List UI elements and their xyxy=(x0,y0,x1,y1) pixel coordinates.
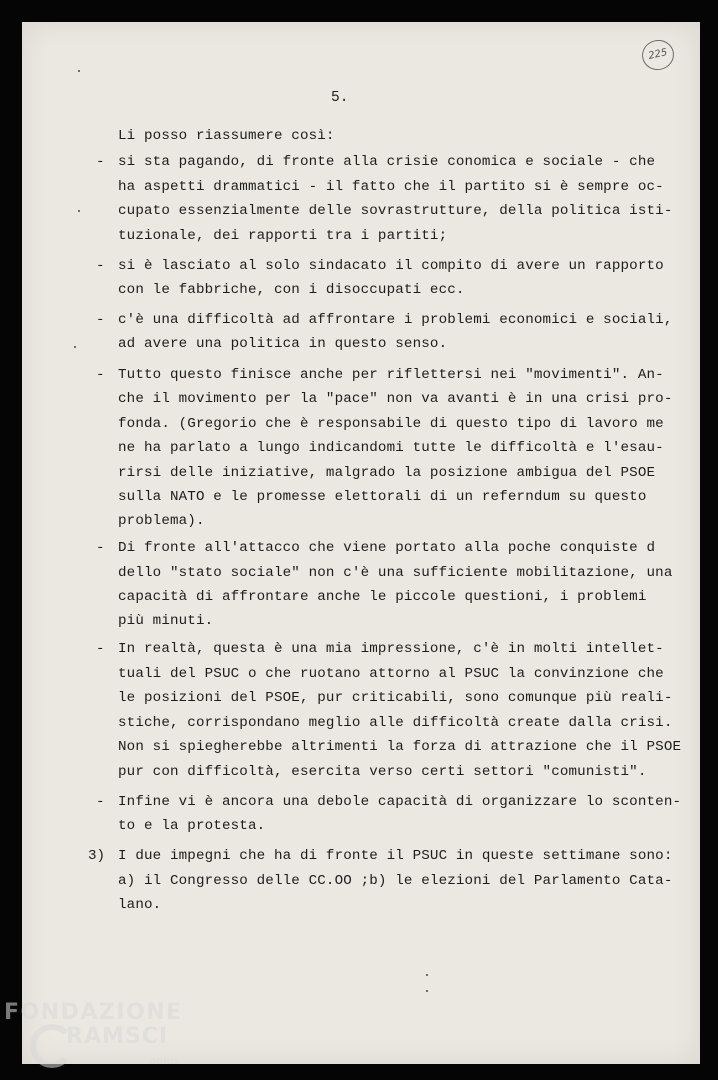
bullet-marker: - xyxy=(96,794,105,810)
watermark-logo xyxy=(4,1000,204,1080)
text-line: pur con difficoltà, esercita verso certi settori "comunisti". xyxy=(118,764,647,780)
text-line: ha aspetti drammatici - il fatto che il partito si è sempre oc- xyxy=(118,179,664,195)
paper-speck xyxy=(78,70,80,72)
text-line: le posizioni del PSOE, pur criticabili, sono comunque più reali- xyxy=(118,690,673,706)
watermark-line2: RAMSCI xyxy=(66,1024,169,1049)
text-line: Tutto questo finisce anche per riflettersi nei "movimenti". An- xyxy=(118,367,664,383)
text-line: che il movimento per la "pace" non va avanti è in una crisi pro- xyxy=(118,391,673,407)
bullet-marker: - xyxy=(96,641,105,657)
section-marker: 3) xyxy=(88,848,106,864)
text-line: Di fronte all'attacco che viene portato alla poche conquiste d xyxy=(118,540,656,556)
bullet-marker: - xyxy=(96,154,105,170)
paper-speck xyxy=(78,210,80,212)
text-line: problema). xyxy=(118,513,205,529)
bullet-marker: - xyxy=(96,258,105,274)
text-line: fonda. (Gregorio che è responsabile di questo tipo di lavoro me xyxy=(118,416,664,432)
text-line: lano. xyxy=(118,897,162,913)
text-line: si sta pagando, di fronte alla crisie conomica e sociale - che xyxy=(118,154,656,170)
text-line: dello "stato sociale" non c'è una sufficiente mobilitazione, una xyxy=(118,565,673,581)
document-page xyxy=(22,22,700,1064)
text-line: ne ha parlato a lungo indicandomi tutte le difficoltà e l'esau- xyxy=(118,440,664,456)
watermark-line3: onlus xyxy=(150,1056,180,1067)
text-line: si è lasciato al solo sindacato il compito di avere un rapporto xyxy=(118,258,664,274)
text-line: tuali del PSUC o che ruotano attorno al PSUC la convinzione che xyxy=(118,666,664,682)
text-line: In realtà, questa è una mia impressione, c'è in molti intellet- xyxy=(118,641,664,657)
text-line: Infine vi è ancora una debole capacità di organizzare lo sconten- xyxy=(118,794,682,810)
page-number: 5. xyxy=(331,90,349,106)
bullet-marker: - xyxy=(96,540,105,556)
text-line: capacità di affrontare anche le piccole questioni, i problemi xyxy=(118,589,647,605)
bullet-marker: - xyxy=(96,312,105,328)
archive-stamp: 225 xyxy=(639,37,677,73)
paper-speck xyxy=(426,974,428,976)
paper-speck xyxy=(74,346,76,348)
text-line: Li posso riassumere così: xyxy=(118,128,335,144)
bullet-marker: - xyxy=(96,367,105,383)
text-line: ad avere una politica in questo senso. xyxy=(118,336,448,352)
text-line: cupato essenzialmente delle sovrastrutture, della politica isti- xyxy=(118,203,673,219)
text-line: più minuti. xyxy=(118,613,214,629)
text-line: tuzionale, dei rapporti tra i partiti; xyxy=(118,228,448,244)
text-line: con le fabbriche, con i disoccupati ecc. xyxy=(118,282,465,298)
text-line: c'è una difficoltà ad affrontare i problemi economici e sociali, xyxy=(118,312,673,328)
text-line: Non si spiegherebbe altrimenti la forza di attrazione che il PSOE xyxy=(118,739,682,755)
text-line: sulla NATO e le promesse elettorali di un referndum su questo xyxy=(118,489,647,505)
text-line: stiche, corrispondano meglio alle difficoltà create dalla crisi. xyxy=(118,715,673,731)
text-line: a) il Congresso delle CC.OO ;b) le elezioni del Parlamento Cata- xyxy=(118,873,673,889)
text-line: I due impegni che ha di fronte il PSUC in queste settimane sono: xyxy=(118,848,673,864)
text-line: rirsi delle iniziative, malgrado la posizione ambigua del PSOE xyxy=(118,465,656,481)
text-line: to e la protesta. xyxy=(118,818,266,834)
watermark-line1: FONDAZIONE xyxy=(4,1000,183,1025)
paper-speck xyxy=(426,990,428,992)
